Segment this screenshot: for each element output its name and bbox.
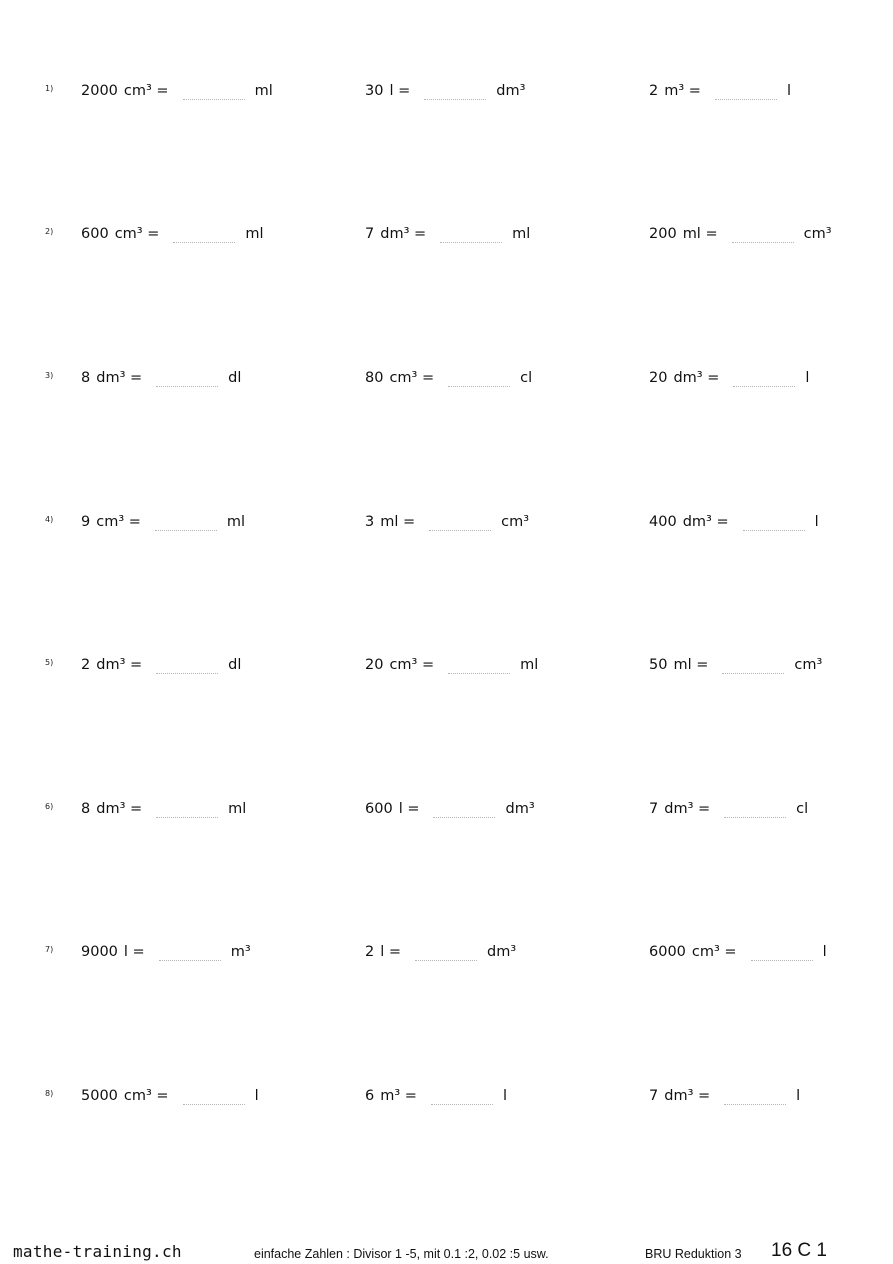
given-unit: ml = bbox=[380, 514, 416, 530]
target-unit: l bbox=[822, 944, 827, 960]
answer-blank[interactable] bbox=[173, 232, 235, 243]
given-value: 9000 bbox=[81, 944, 118, 960]
given-value: 2 bbox=[81, 657, 91, 673]
given-value: 5000 bbox=[81, 1088, 118, 1104]
target-unit: ml bbox=[254, 83, 273, 99]
worksheet-series: BRU Reduktion 3 bbox=[645, 1247, 742, 1261]
target-unit: cl bbox=[796, 801, 809, 817]
given-value: 30 bbox=[365, 83, 384, 99]
given-unit: l = bbox=[398, 801, 420, 817]
conversion-task bbox=[81, 222, 264, 246]
conversion-task bbox=[649, 510, 819, 534]
given-unit: dm³ = bbox=[96, 370, 143, 386]
target-unit: dm³ bbox=[496, 83, 526, 99]
target-unit: ml bbox=[228, 801, 247, 817]
target-unit: dl bbox=[228, 370, 242, 386]
given-unit: ml = bbox=[682, 226, 718, 242]
target-unit: cm³ bbox=[803, 226, 832, 242]
given-value: 2 bbox=[649, 83, 659, 99]
given-unit: dm³ = bbox=[673, 370, 720, 386]
exercise-number: 1) bbox=[45, 84, 54, 93]
exercise-number: 2) bbox=[45, 227, 54, 236]
given-value: 8 bbox=[81, 801, 91, 817]
target-unit: l bbox=[786, 83, 791, 99]
page-footer bbox=[0, 1240, 893, 1264]
given-unit: l = bbox=[123, 944, 145, 960]
given-unit: dm³ = bbox=[96, 801, 143, 817]
page-code: 16 C 1 bbox=[771, 1240, 827, 1261]
exercise-row bbox=[0, 940, 893, 964]
target-unit: cm³ bbox=[794, 657, 823, 673]
exercise-number: 5) bbox=[45, 658, 54, 667]
answer-blank[interactable] bbox=[156, 807, 218, 818]
target-unit: l bbox=[814, 514, 819, 530]
answer-blank[interactable] bbox=[751, 950, 813, 961]
given-value: 7 bbox=[649, 801, 659, 817]
given-unit: m³ = bbox=[664, 83, 701, 99]
conversion-task bbox=[649, 79, 791, 103]
given-unit: m³ = bbox=[380, 1088, 417, 1104]
given-unit: dm³ = bbox=[664, 801, 711, 817]
conversion-task bbox=[649, 940, 827, 964]
target-unit: l bbox=[254, 1088, 259, 1104]
conversion-task bbox=[81, 366, 241, 390]
exercise-row bbox=[0, 366, 893, 390]
answer-blank[interactable] bbox=[415, 950, 477, 961]
given-value: 9 bbox=[81, 514, 91, 530]
target-unit: ml bbox=[245, 226, 264, 242]
conversion-task bbox=[365, 797, 535, 821]
answer-blank[interactable] bbox=[715, 89, 777, 100]
conversion-task bbox=[365, 940, 516, 964]
exercise-number: 8) bbox=[45, 1089, 54, 1098]
answer-blank[interactable] bbox=[159, 950, 221, 961]
exercise-row bbox=[0, 1084, 893, 1108]
conversion-task bbox=[649, 653, 822, 677]
answer-blank[interactable] bbox=[433, 807, 495, 818]
given-unit: dm³ = bbox=[96, 657, 143, 673]
given-unit: ml = bbox=[673, 657, 709, 673]
exercise-number: 6) bbox=[45, 802, 54, 811]
given-value: 50 bbox=[649, 657, 668, 673]
target-unit: dm³ bbox=[505, 801, 535, 817]
answer-blank[interactable] bbox=[724, 1094, 786, 1105]
conversion-task bbox=[365, 366, 532, 390]
answer-blank[interactable] bbox=[156, 663, 218, 674]
worksheet-description: einfache Zahlen : Divisor 1 -5, mit 0.1 :2, 0.02 :5 usw. bbox=[254, 1247, 549, 1261]
exercise-number: 3) bbox=[45, 371, 54, 380]
conversion-task bbox=[81, 510, 245, 534]
given-value: 600 bbox=[81, 226, 109, 242]
given-unit: l = bbox=[380, 944, 402, 960]
conversion-task bbox=[365, 222, 530, 246]
target-unit: l bbox=[796, 1088, 801, 1104]
target-unit: dl bbox=[228, 657, 242, 673]
target-unit: l bbox=[502, 1088, 507, 1104]
target-unit: dm³ bbox=[487, 944, 517, 960]
answer-blank[interactable] bbox=[183, 89, 245, 100]
given-unit: cm³ = bbox=[123, 1088, 169, 1104]
answer-blank[interactable] bbox=[431, 1094, 493, 1105]
exercise-row bbox=[0, 653, 893, 677]
exercise-row bbox=[0, 79, 893, 103]
given-value: 20 bbox=[365, 657, 384, 673]
conversion-task bbox=[649, 366, 809, 390]
given-unit: cm³ = bbox=[389, 657, 435, 673]
given-value: 8 bbox=[81, 370, 91, 386]
answer-blank[interactable] bbox=[448, 376, 510, 387]
conversion-task bbox=[649, 1084, 800, 1108]
exercise-row bbox=[0, 510, 893, 534]
given-unit: dm³ = bbox=[682, 514, 729, 530]
exercise-number: 7) bbox=[45, 945, 54, 954]
given-value: 400 bbox=[649, 514, 677, 530]
given-unit: cm³ = bbox=[691, 944, 737, 960]
answer-blank[interactable] bbox=[724, 807, 786, 818]
answer-blank[interactable] bbox=[155, 520, 217, 531]
target-unit: m³ bbox=[230, 944, 251, 960]
answer-blank[interactable] bbox=[424, 89, 486, 100]
given-value: 7 bbox=[365, 226, 375, 242]
target-unit: cl bbox=[520, 370, 533, 386]
conversion-task bbox=[649, 222, 832, 246]
given-unit: l = bbox=[389, 83, 411, 99]
answer-blank[interactable] bbox=[722, 663, 784, 674]
given-unit: cm³ = bbox=[114, 226, 160, 242]
conversion-task bbox=[649, 797, 808, 821]
conversion-task bbox=[365, 1084, 507, 1108]
given-unit: dm³ = bbox=[664, 1088, 711, 1104]
answer-blank[interactable] bbox=[448, 663, 510, 674]
given-value: 600 bbox=[365, 801, 393, 817]
conversion-task bbox=[81, 797, 246, 821]
conversion-task bbox=[365, 510, 529, 534]
target-unit: l bbox=[805, 370, 810, 386]
answer-blank[interactable] bbox=[440, 232, 502, 243]
given-value: 2 bbox=[365, 944, 375, 960]
exercise-row bbox=[0, 222, 893, 246]
target-unit: ml bbox=[512, 226, 531, 242]
answer-blank[interactable] bbox=[183, 1094, 245, 1105]
given-value: 6 bbox=[365, 1088, 375, 1104]
conversion-task bbox=[365, 79, 525, 103]
target-unit: ml bbox=[520, 657, 539, 673]
given-unit: cm³ = bbox=[123, 83, 169, 99]
given-unit: cm³ = bbox=[389, 370, 435, 386]
given-value: 6000 bbox=[649, 944, 686, 960]
conversion-task bbox=[81, 79, 273, 103]
conversion-task bbox=[81, 653, 241, 677]
conversion-task bbox=[81, 940, 251, 964]
site-name: mathe-training.ch bbox=[13, 1242, 182, 1261]
given-value: 2000 bbox=[81, 83, 118, 99]
answer-blank[interactable] bbox=[732, 232, 794, 243]
given-value: 80 bbox=[365, 370, 384, 386]
exercise-row bbox=[0, 797, 893, 821]
given-value: 7 bbox=[649, 1088, 659, 1104]
target-unit: cm³ bbox=[501, 514, 530, 530]
conversion-task bbox=[365, 653, 538, 677]
given-value: 20 bbox=[649, 370, 668, 386]
given-value: 3 bbox=[365, 514, 375, 530]
answer-blank[interactable] bbox=[429, 520, 491, 531]
exercise-number: 4) bbox=[45, 515, 54, 524]
target-unit: ml bbox=[226, 514, 246, 530]
answer-blank[interactable] bbox=[733, 376, 795, 387]
conversion-task bbox=[81, 1084, 259, 1108]
answer-blank[interactable] bbox=[743, 520, 805, 531]
given-value: 200 bbox=[649, 226, 677, 242]
given-unit: dm³ = bbox=[380, 226, 427, 242]
given-unit: cm³ = bbox=[96, 514, 141, 530]
answer-blank[interactable] bbox=[156, 376, 218, 387]
